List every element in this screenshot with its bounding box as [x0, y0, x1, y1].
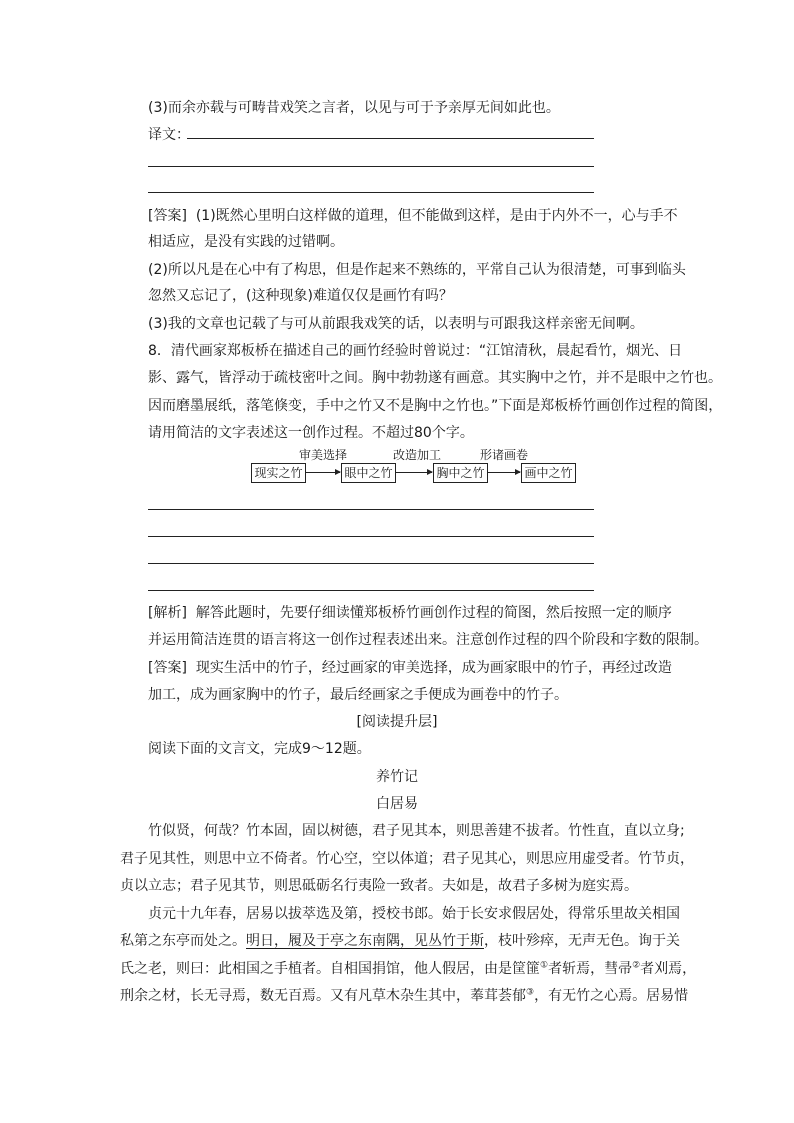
essay-text: 者斩焉，彗帚 — [548, 961, 633, 977]
answer-line — [148, 536, 594, 537]
essay-text: 竹似贤，何哉？竹本固，固以树德，君子见其本，则思善建不拔者。竹性直，直以立身; — [148, 823, 685, 839]
footnote-marker: ③ — [526, 987, 535, 998]
question-3-text: (3)而余亦载与可畴昔戏笑之言者，以见与可于予亲厚无间如此也。 — [148, 100, 560, 116]
footnote-marker: ② — [632, 960, 641, 971]
answer-line — [148, 509, 594, 510]
analysis-paragraph — [148, 603, 672, 623]
essay-text: 贞以立志；君子见其节，则思砥砺名行夷险一致者。夫如是，故君子多树为庭实焉。 — [120, 878, 638, 894]
essay-text: 者刈焉， — [640, 961, 697, 977]
answer-paragraph — [148, 206, 678, 226]
essay-text: ，有无竹之心焉。居易惜 — [534, 988, 689, 1004]
answer-line — [187, 138, 594, 139]
section-instruction: 阅读下面的文言文，完成9～12题。 — [148, 741, 371, 757]
analysis-tag: [解析] — [148, 605, 187, 621]
answer-line — [148, 590, 594, 591]
essay-text: ，枝叶殄瘁，无声无色。询于关 — [484, 933, 680, 949]
question-8-text: 8．清代画家郑板桥在描述自己的画竹经验时曾说过：“江馆清秋，晨起看竹，烟光、日 — [148, 343, 683, 359]
answer-tag: [答案] — [148, 660, 187, 676]
essay-line — [120, 959, 696, 979]
answer-text: 相适应，是没有实践的过错啊。 — [148, 234, 344, 250]
flow-label: 审美选择 — [299, 448, 348, 462]
essay-author: 白居易 — [376, 796, 418, 812]
essay-text: 氏之老，则曰：此相国之手植者。自相国捐馆，他人假居，由是筐篚 — [120, 961, 540, 977]
answer-text: (1)既然心里明白这样做的道理，但不能做到这样，是由于内外不一，心与手不 — [195, 208, 678, 224]
answer-paragraph — [148, 658, 672, 678]
answer-text: 忽然又忘记了，(这种现象)难道仅仅是画竹有吗？ — [148, 288, 453, 304]
footnote-marker: ① — [540, 960, 549, 971]
flow-step: 胸中之竹 — [433, 463, 488, 483]
flow-step: 现实之竹 — [251, 463, 306, 483]
essay-line — [120, 931, 680, 951]
flow-step: 眼中之竹 — [341, 463, 396, 483]
question-8-text: 影、露气，皆浮动于疏枝密叶之间。胸中勃勃遂有画意。其实胸中之竹，并不是眼中之竹也。 — [148, 370, 722, 386]
analysis-text: 解答此题时，先要仔细读懂郑板桥竹画创作过程的简图，然后按照一定的顺序 — [195, 605, 672, 621]
answer-line — [148, 563, 594, 564]
analysis-text: 并运用简洁连贯的语言将这一创作过程表述出来。注意创作过程的四个阶段和字数的限制。 — [148, 632, 708, 648]
underlined-sentence: 明日，履及于亭之东南隅，见丛竹于斯 — [246, 933, 484, 949]
flow-label: 改造加工 — [393, 448, 442, 462]
answer-line — [148, 192, 594, 193]
section-title: [阅读提升层] — [356, 714, 438, 730]
question-8-text: 请用简洁的文字表述这一创作过程。不超过80个字。 — [148, 425, 474, 441]
answer-text: (3)我的文章也记载了与可从前跟我戏笑的话，以表明与可跟我这样亲密无间啊。 — [148, 316, 644, 332]
flow-arrow — [487, 472, 520, 473]
flow-label: 形诸画卷 — [480, 448, 529, 462]
essay-text: 贞元十九年春，居易以拔萃选及第，授校书郎。始于长安求假居处，得常乐里故关相国 — [148, 906, 680, 922]
essay-text: 刑余之材，长无寻焉，数无百焉。又有凡草木杂生其中，菶茸荟郁 — [120, 988, 526, 1004]
essay-line — [120, 986, 688, 1006]
essay-title: 养竹记 — [376, 769, 418, 785]
answer-text: (2)所以凡是在心中有了构思，但是作起来不熟练的，平常自己认为很清楚，可事到临头 — [148, 262, 686, 278]
answer-text: 加工，成为画家胸中的竹子，最后经画家之手便成为画卷中的竹子。 — [148, 687, 568, 703]
flow-step: 画中之竹 — [521, 463, 576, 483]
essay-text: 私第之东亭而处之。 — [120, 933, 246, 949]
essay-text: 君子见其性，则思中立不倚者。竹心空，空以体道；君子见其心，则思应用虚受者。竹节贞， — [120, 851, 694, 867]
answer-text: 现实生活中的竹子，经过画家的审美选择，成为画家眼中的竹子，再经过改造 — [195, 660, 672, 676]
question-8-text: 因而磨墨展纸，落笔倏变，手中之竹又不是胸中之竹也。”下面是郑板桥竹画创作过程的简图， — [148, 398, 723, 414]
answer-line — [148, 166, 594, 167]
translation-label: 译文： — [148, 127, 190, 143]
answer-tag: [答案] — [148, 208, 187, 224]
flow-arrow — [305, 472, 340, 473]
flow-arrow — [395, 472, 432, 473]
